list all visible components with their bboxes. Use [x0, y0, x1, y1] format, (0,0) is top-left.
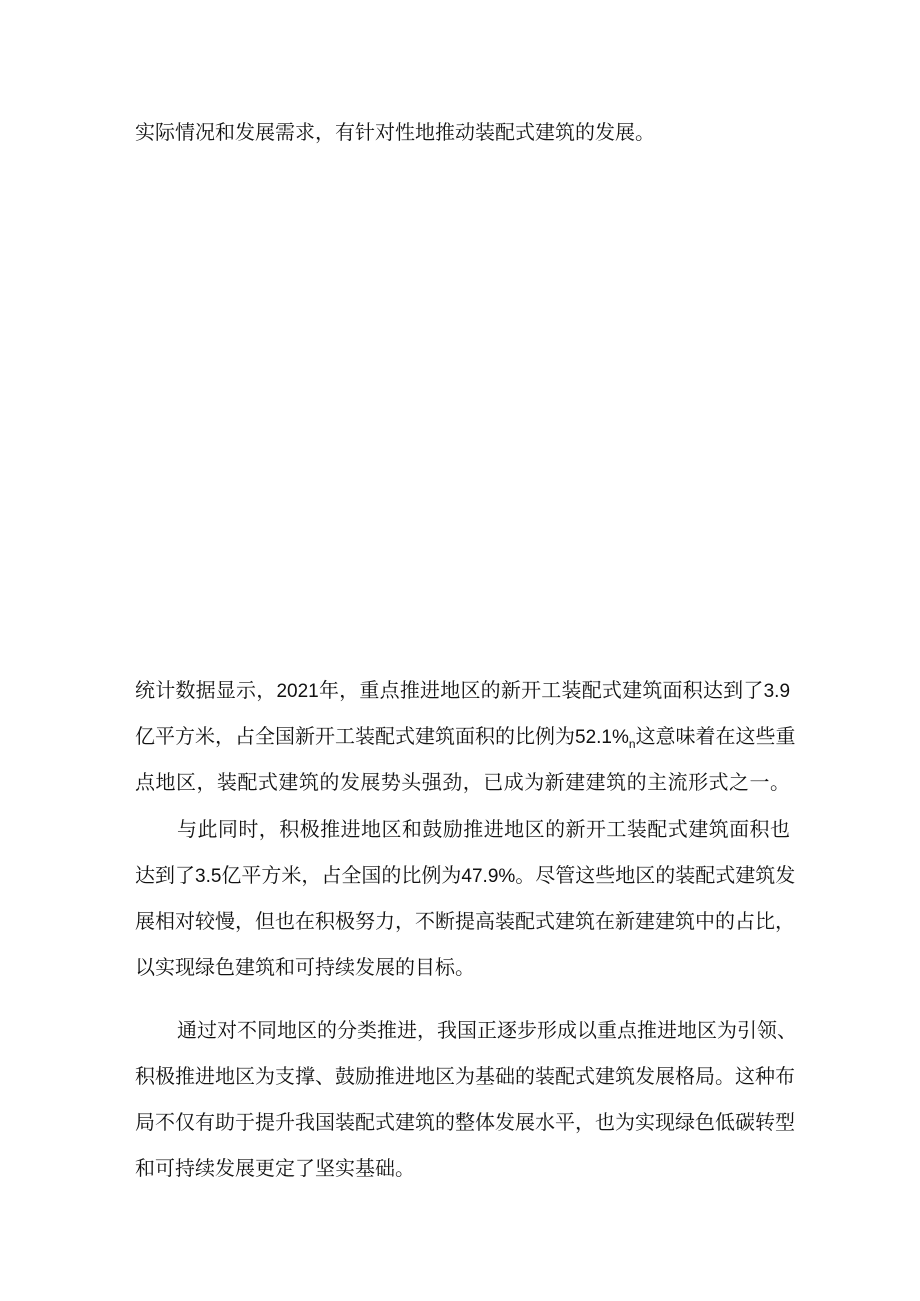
- paragraph-2-text: 与此同时，积极推进地区和鼓励推进地区的新开工装配式建筑面积也: [177, 817, 790, 841]
- paragraph-2-text: 展相对较慢，但也在积极努力，不断提高装配式建筑在新建建筑中的占比，: [135, 909, 795, 933]
- paragraph-3-text: 和可持续发展更定了坚实基础。: [135, 1156, 415, 1180]
- paragraph-3-line-4: [135, 1154, 790, 1182]
- paragraph-1-text: 统计数据显示，: [135, 678, 277, 702]
- area-value: 3.9: [763, 681, 791, 702]
- percentage-value: 52.1%: [575, 727, 629, 748]
- paragraph-3-text: 积极推进地区为支撑、鼓励推进地区为基础的装配式建筑发展格局。这种布: [135, 1064, 795, 1088]
- subscript-marker: n: [628, 737, 636, 751]
- paragraph-1-line-1: [135, 676, 790, 706]
- paragraph-3-text: 局不仅有助于提升我国装配式建筑的整体发展水平，也为实现绿色低碳转型: [135, 1110, 795, 1134]
- paragraph-1-text: 亿平方米，占全国新开工装配式建筑面积的比例为: [135, 724, 575, 748]
- paragraph-3-line-2: [135, 1062, 795, 1090]
- paragraph-2-text: 以实现绿色建筑和可持续发展的目标。: [135, 955, 475, 979]
- paragraph-2-line-2: [135, 861, 796, 891]
- paragraph-3-text: 通过对不同地区的分类推进，我国正逐步形成以重点推进地区为引领、: [177, 1018, 797, 1042]
- paragraph-1-text: 点地区，装配式建筑的发展势头强劲，已成为新建建筑的主流形式之一。: [135, 770, 790, 794]
- year-number: 2021: [276, 681, 319, 702]
- top-paragraph-text: 实际情况和发展需求，有针对性地推动装配式建筑的发展。: [135, 120, 655, 144]
- paragraph-1-text: 年，重点推进地区的新开工装配式建筑面积达到了: [318, 678, 764, 702]
- paragraph-1-line-2: [135, 722, 796, 758]
- paragraph-2-line-1: [177, 815, 790, 843]
- paragraph-2-text: 达到了: [135, 863, 195, 887]
- paragraph-3-line-3: [135, 1108, 795, 1136]
- paragraph-2-text: 亿平方米，占全国的比例为: [221, 863, 462, 887]
- paragraph-2-line-3: [135, 907, 795, 935]
- paragraph-3-line-1: [177, 1016, 797, 1044]
- paragraph-1-line-3: [135, 768, 790, 796]
- paragraph-2-line-4: [135, 953, 790, 981]
- paragraph-2-text: 。尽管这些地区的装配式建筑发: [515, 863, 796, 887]
- area-value: 3.5: [195, 866, 222, 887]
- paragraph-1-text: 这意味着在这些重: [635, 724, 796, 748]
- percentage-value: 47.9%: [461, 866, 516, 887]
- top-paragraph-line: [135, 118, 790, 146]
